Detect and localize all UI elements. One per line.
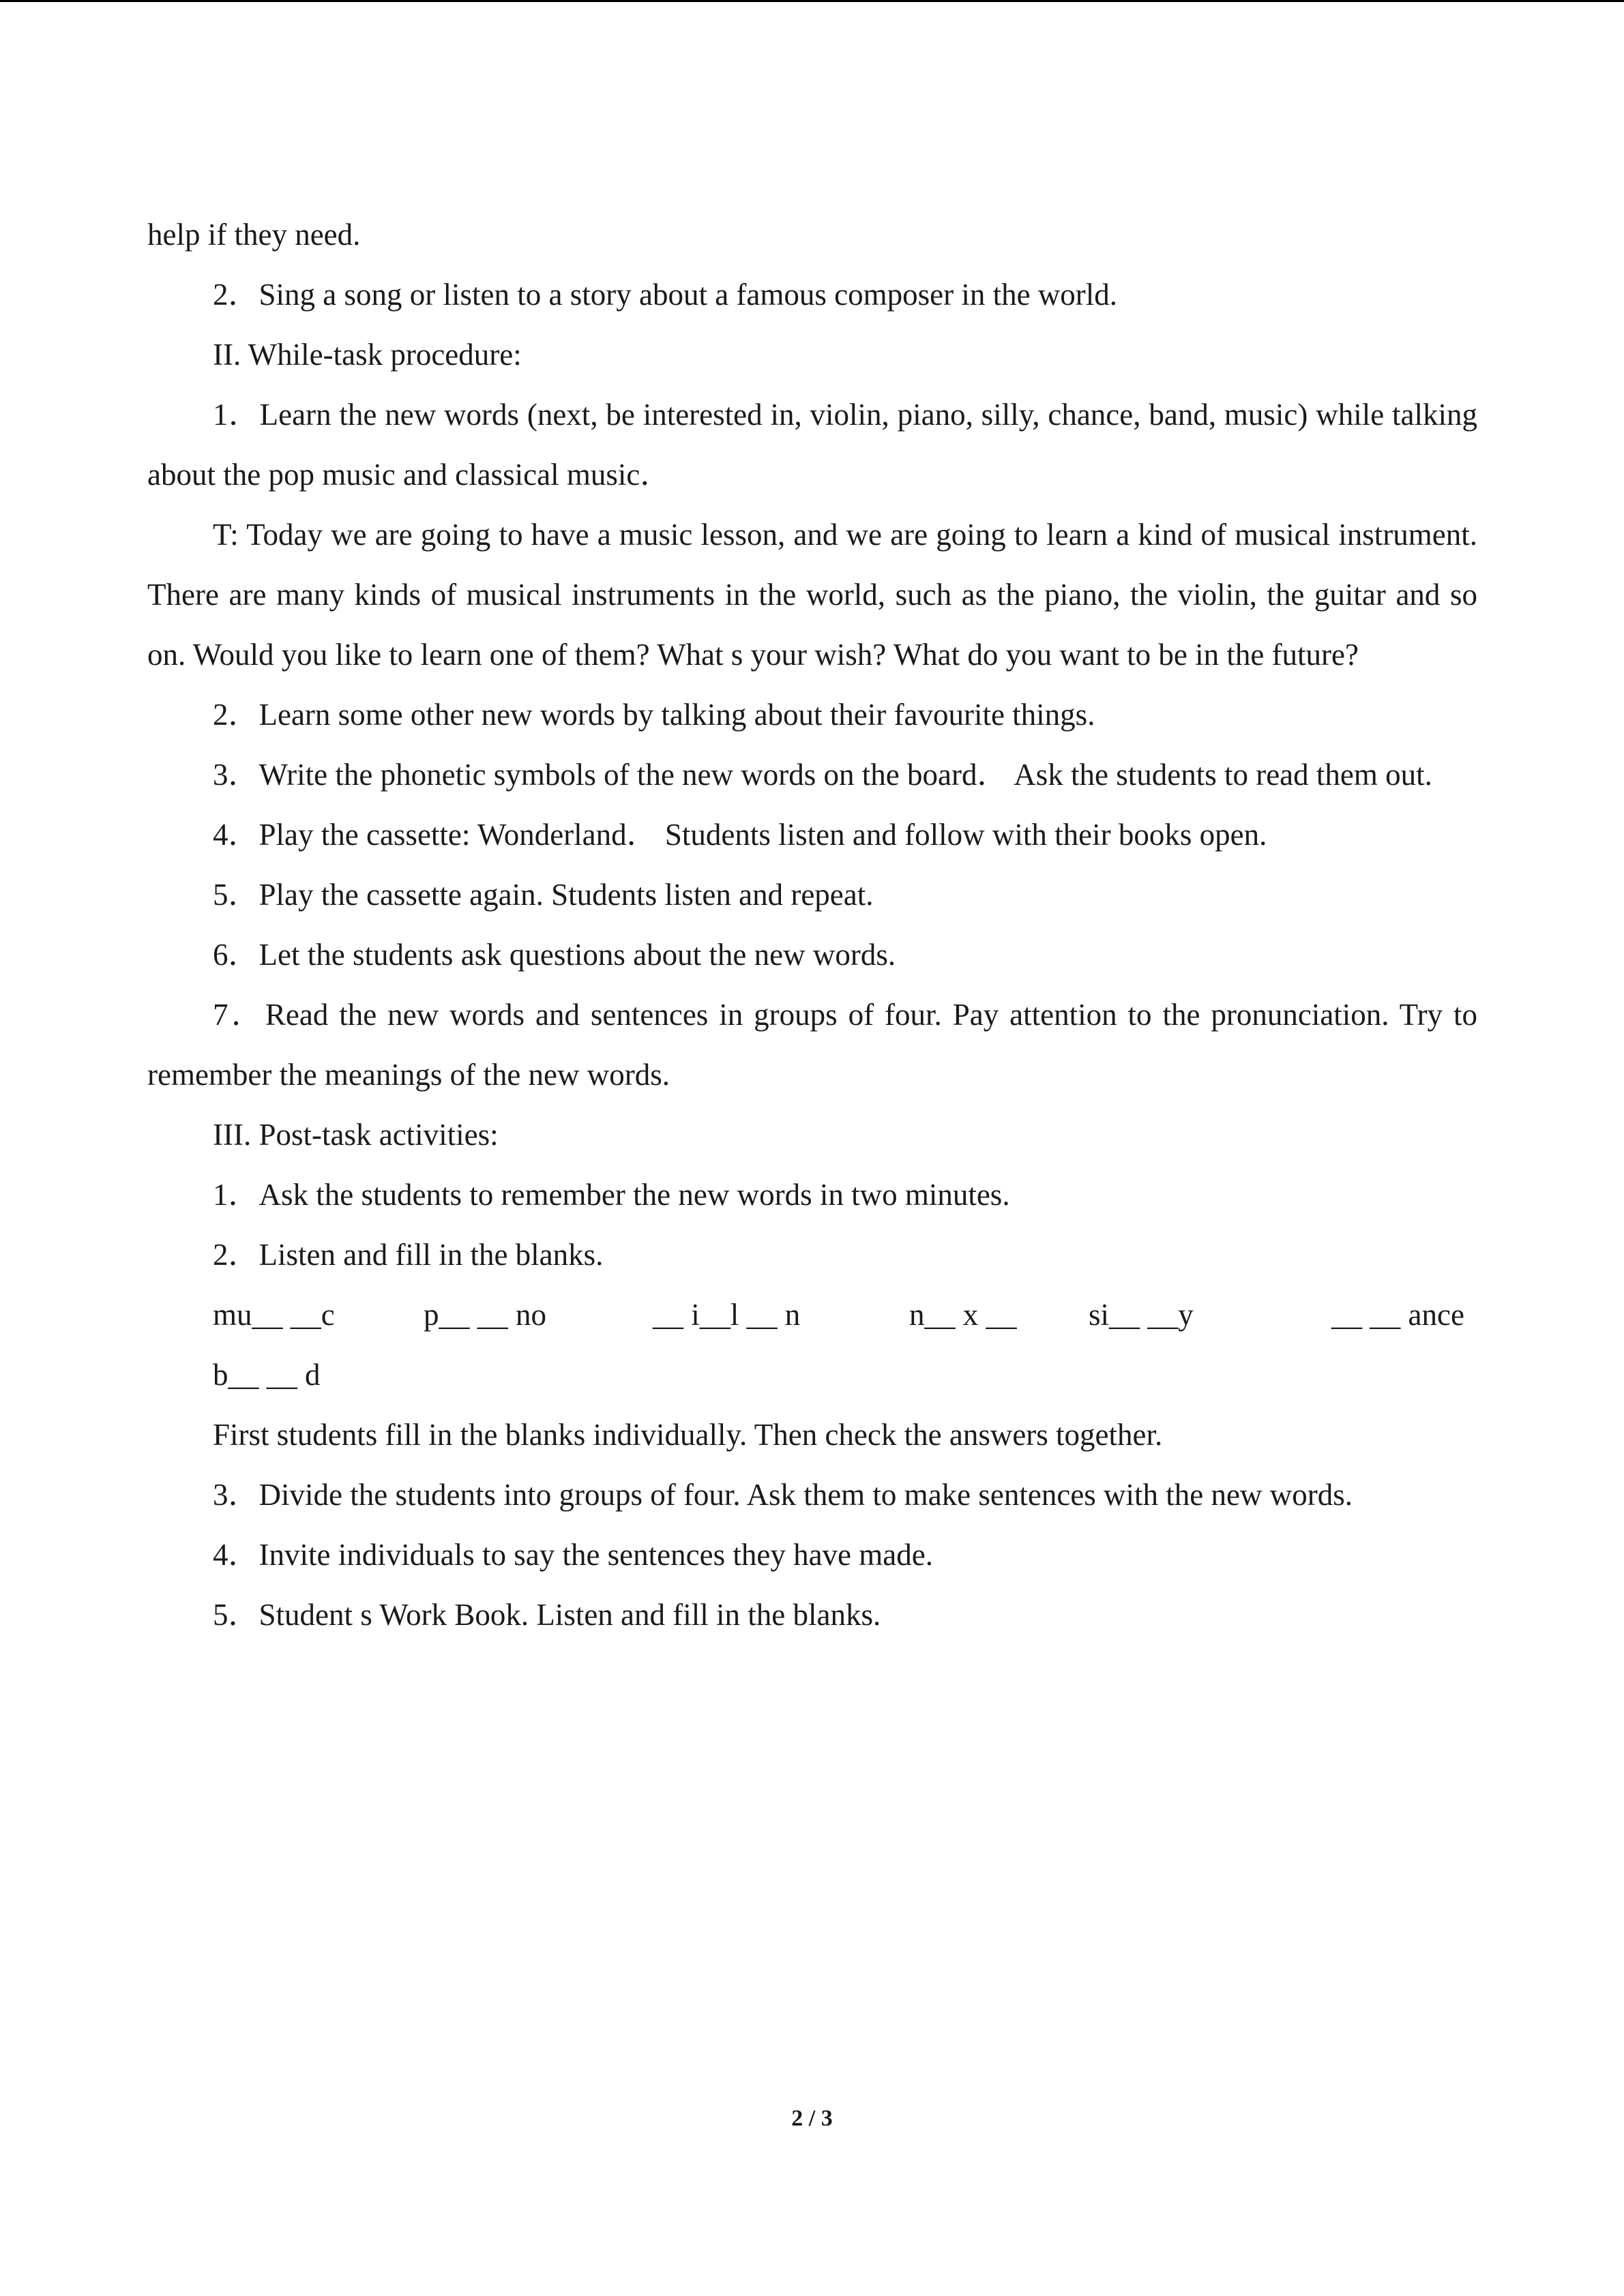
text-line: 4．Invite individuals to say the sentences they have made. bbox=[213, 1538, 933, 1572]
text-line: help if they need. bbox=[147, 218, 361, 252]
blank-word: n__ x __ bbox=[909, 1298, 1017, 1332]
paragraph: 1．Learn the new words (next, be interested in, violin, piano, silly, chance, band, music) while talking about the pop music and classical music． bbox=[147, 398, 1477, 492]
text-line: 5．Play the cassette again. Students listen and repeat. bbox=[213, 878, 874, 912]
blank-word: __ i__l __ n bbox=[653, 1298, 801, 1332]
document-body bbox=[147, 205, 1477, 1645]
paragraph: 7．Read the new words and sentences in groups of four. Pay attention to the pronunciation. Try to remember the meanings of the new words. bbox=[147, 998, 1477, 1092]
blank-word: si__ __y bbox=[1089, 1298, 1194, 1332]
section-heading: II. While-task procedure: bbox=[213, 338, 522, 372]
text-line: 2．Sing a song or listen to a story about a famous composer in the world. bbox=[213, 278, 1118, 312]
text-line: 1．Ask the students to remember the new words in two minutes. bbox=[213, 1178, 1010, 1212]
text-line: First students fill in the blanks individually. Then check the answers together. bbox=[213, 1418, 1163, 1452]
paragraph: 3．Write the phonetic symbols of the new words on the board． Ask the students to read them out. bbox=[213, 758, 1432, 792]
text-line: 2．Learn some other new words by talking about their favourite things. bbox=[213, 698, 1095, 732]
text-line: 5．Student s Work Book. Listen and fill in the blanks. bbox=[213, 1598, 881, 1632]
text-line: 4．Play the cassette: Wonderland． Students listen and follow with their books open. bbox=[213, 818, 1267, 852]
text-line: 6．Let the students ask questions about the new words. bbox=[213, 938, 896, 972]
section-heading: III. Post-task activities: bbox=[213, 1118, 499, 1152]
page-number: 2 / 3 bbox=[791, 2106, 833, 2131]
blank-word: mu__ __c bbox=[213, 1298, 335, 1332]
text-line: 2．Listen and fill in the blanks. bbox=[213, 1238, 604, 1272]
text-line: 3．Divide the students into groups of four. Ask them to make sentences with the new words. bbox=[213, 1478, 1353, 1512]
top-border-line bbox=[0, 0, 1624, 2]
blank-word: b__ __ d bbox=[213, 1358, 321, 1392]
blank-word: __ __ ance bbox=[1331, 1298, 1464, 1332]
fill-blanks-row bbox=[147, 1285, 1477, 1345]
paragraph: T: Today we are going to have a music lesson, and we are going to learn a kind of musical instrument. There are many kinds of musical instruments in the world, such as the piano, the violin, the guitar and so on. Would you like to learn one of them? What s your wish? What do you want to be in the future? bbox=[147, 518, 1477, 672]
blank-word: p__ __ no bbox=[424, 1298, 546, 1332]
